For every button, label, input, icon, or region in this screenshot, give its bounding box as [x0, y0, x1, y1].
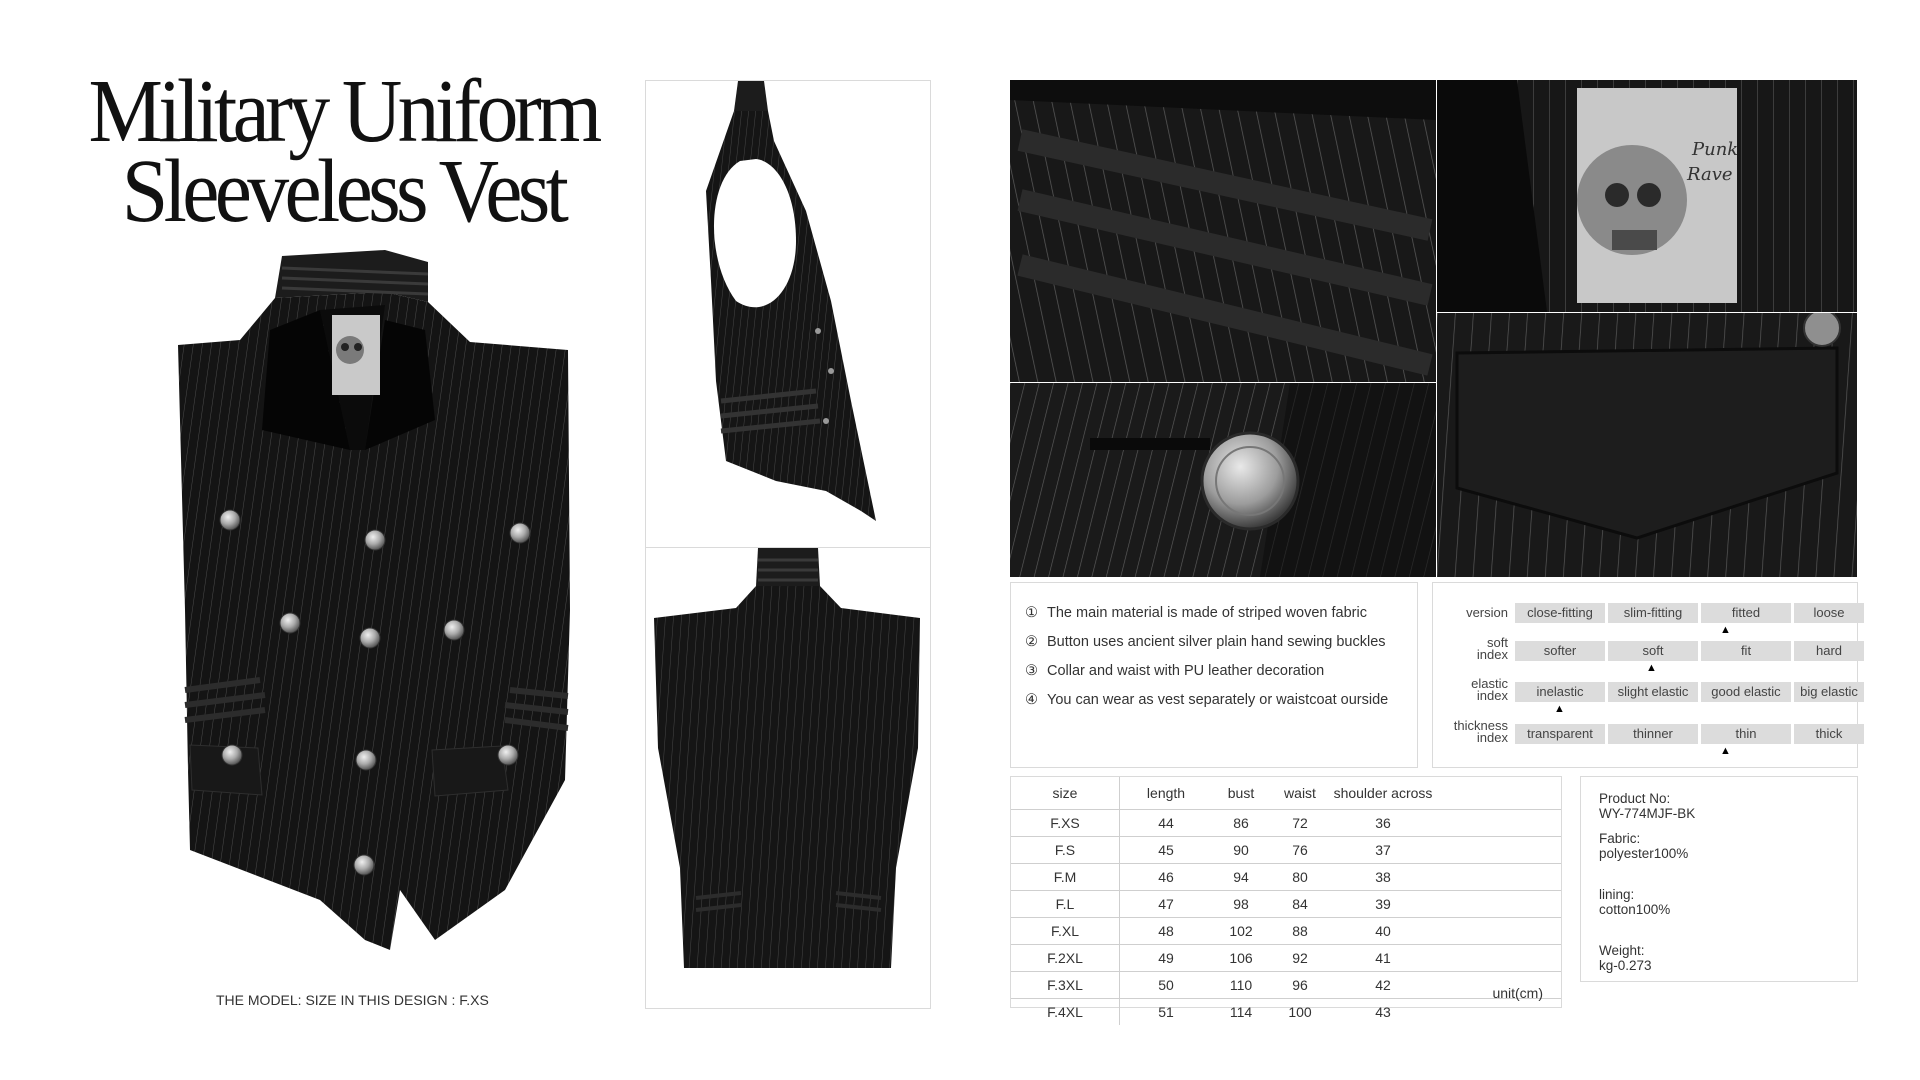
- table-row: F.4XL 51 114 100 43: [1011, 999, 1561, 1026]
- column-header: shoulder across: [1330, 777, 1436, 810]
- weight-label: Weight:: [1599, 943, 1645, 958]
- feature-item: [1025, 603, 1417, 632]
- index-option: slight elastic: [1608, 682, 1698, 702]
- index-option: inelastic: [1515, 682, 1605, 702]
- index-option: fitted: [1701, 603, 1791, 623]
- index-label: thickness index: [1453, 718, 1508, 745]
- index-label: version: [1466, 605, 1508, 620]
- detail-label-photo: [1437, 80, 1857, 312]
- triangle-marker-icon: ▲: [1720, 745, 1731, 757]
- title-line-1: Military Uniform: [88, 62, 598, 161]
- lining-value: cotton100%: [1599, 902, 1671, 917]
- index-option: thinner: [1608, 724, 1698, 744]
- weight-value: kg-0.273: [1599, 958, 1652, 973]
- index-option: fit: [1701, 641, 1791, 661]
- feature-text: The main material is made of striped woven fabric: [1047, 605, 1367, 621]
- feature-list: [1010, 582, 1418, 768]
- index-label: elastic index: [1471, 676, 1508, 703]
- table-row: F.2XL 49 106 92 41: [1011, 945, 1561, 972]
- feature-item: [1025, 690, 1417, 719]
- index-row-soft: [1433, 635, 1859, 674]
- detail-button-photo: [1010, 383, 1436, 577]
- column-header: bust: [1212, 777, 1270, 810]
- product-no-label: Product No:: [1599, 791, 1671, 806]
- table-row: F.L 47 98 84 39: [1011, 891, 1561, 918]
- circled-number-icon: ①: [1025, 605, 1038, 621]
- index-label: soft index: [1476, 635, 1508, 662]
- table-row: F.3XL 50 110 96 42: [1011, 972, 1561, 999]
- fabric-value: polyester100%: [1599, 846, 1689, 861]
- fabric-label: Fabric:: [1599, 831, 1641, 846]
- index-option: good elastic: [1701, 682, 1791, 702]
- column-header: waist: [1270, 777, 1330, 810]
- model-size-note: THE MODEL: SIZE IN THIS DESIGN : F.XS: [216, 992, 489, 1008]
- circled-number-icon: ④: [1025, 692, 1038, 708]
- table-row: F.S 45 90 76 37: [1011, 837, 1561, 864]
- triangle-marker-icon: ▲: [1720, 624, 1731, 636]
- index-option: slim-fitting: [1608, 603, 1698, 623]
- vest-front-image: [170, 250, 590, 950]
- fit-index-chart: [1432, 582, 1858, 768]
- index-option: close-fitting: [1515, 603, 1605, 623]
- unit-label: unit(cm): [1492, 985, 1543, 1001]
- detail-collar-leather-photo: [1010, 80, 1436, 382]
- circled-number-icon: ③: [1025, 663, 1038, 679]
- feature-item: [1025, 632, 1417, 661]
- index-option: hard: [1794, 641, 1864, 661]
- index-row-version: [1433, 603, 1859, 636]
- triangle-marker-icon: ▲: [1554, 703, 1565, 715]
- detail-pocket-flap-photo: [1437, 313, 1857, 577]
- table-row: F.XS 44 86 72 36: [1011, 810, 1561, 837]
- index-option: thin: [1701, 724, 1791, 744]
- vest-back-view: [645, 547, 931, 1009]
- size-table-header: [1011, 777, 1561, 810]
- index-row-elastic: [1433, 676, 1859, 715]
- title-line-2: Sleeveless Vest: [121, 142, 565, 241]
- size-chart: [1010, 776, 1562, 1020]
- triangle-marker-icon: ▲: [1646, 662, 1657, 674]
- feature-item: [1025, 661, 1417, 690]
- index-option: softer: [1515, 641, 1605, 661]
- index-option: loose: [1794, 603, 1864, 623]
- feature-text: You can wear as vest separately or waistcoat ourside: [1047, 692, 1389, 708]
- label-brand-text-1: Punk: [1692, 139, 1739, 160]
- index-option: soft: [1608, 641, 1698, 661]
- column-header: size: [1011, 777, 1120, 810]
- label-brand-text-2: Rave: [1687, 164, 1733, 185]
- product-no-value: WY-774MJF-BK: [1599, 806, 1696, 821]
- column-header: length: [1120, 777, 1213, 810]
- index-option: transparent: [1515, 724, 1605, 744]
- vest-side-view: [645, 80, 931, 548]
- feature-text: Collar and waist with PU leather decoration: [1047, 663, 1325, 679]
- product-title: [64, 62, 622, 241]
- table-row: F.M 46 94 80 38: [1011, 864, 1561, 891]
- index-option: big elastic: [1794, 682, 1864, 702]
- table-row: F.XL 48 102 88 40: [1011, 918, 1561, 945]
- feature-text: Button uses ancient silver plain hand sewing buckles: [1047, 634, 1386, 650]
- circled-number-icon: ②: [1025, 634, 1038, 650]
- index-option: thick: [1794, 724, 1864, 744]
- product-info-panel: [1580, 776, 1858, 982]
- index-row-thickness: [1433, 718, 1859, 757]
- lining-label: lining:: [1599, 887, 1635, 902]
